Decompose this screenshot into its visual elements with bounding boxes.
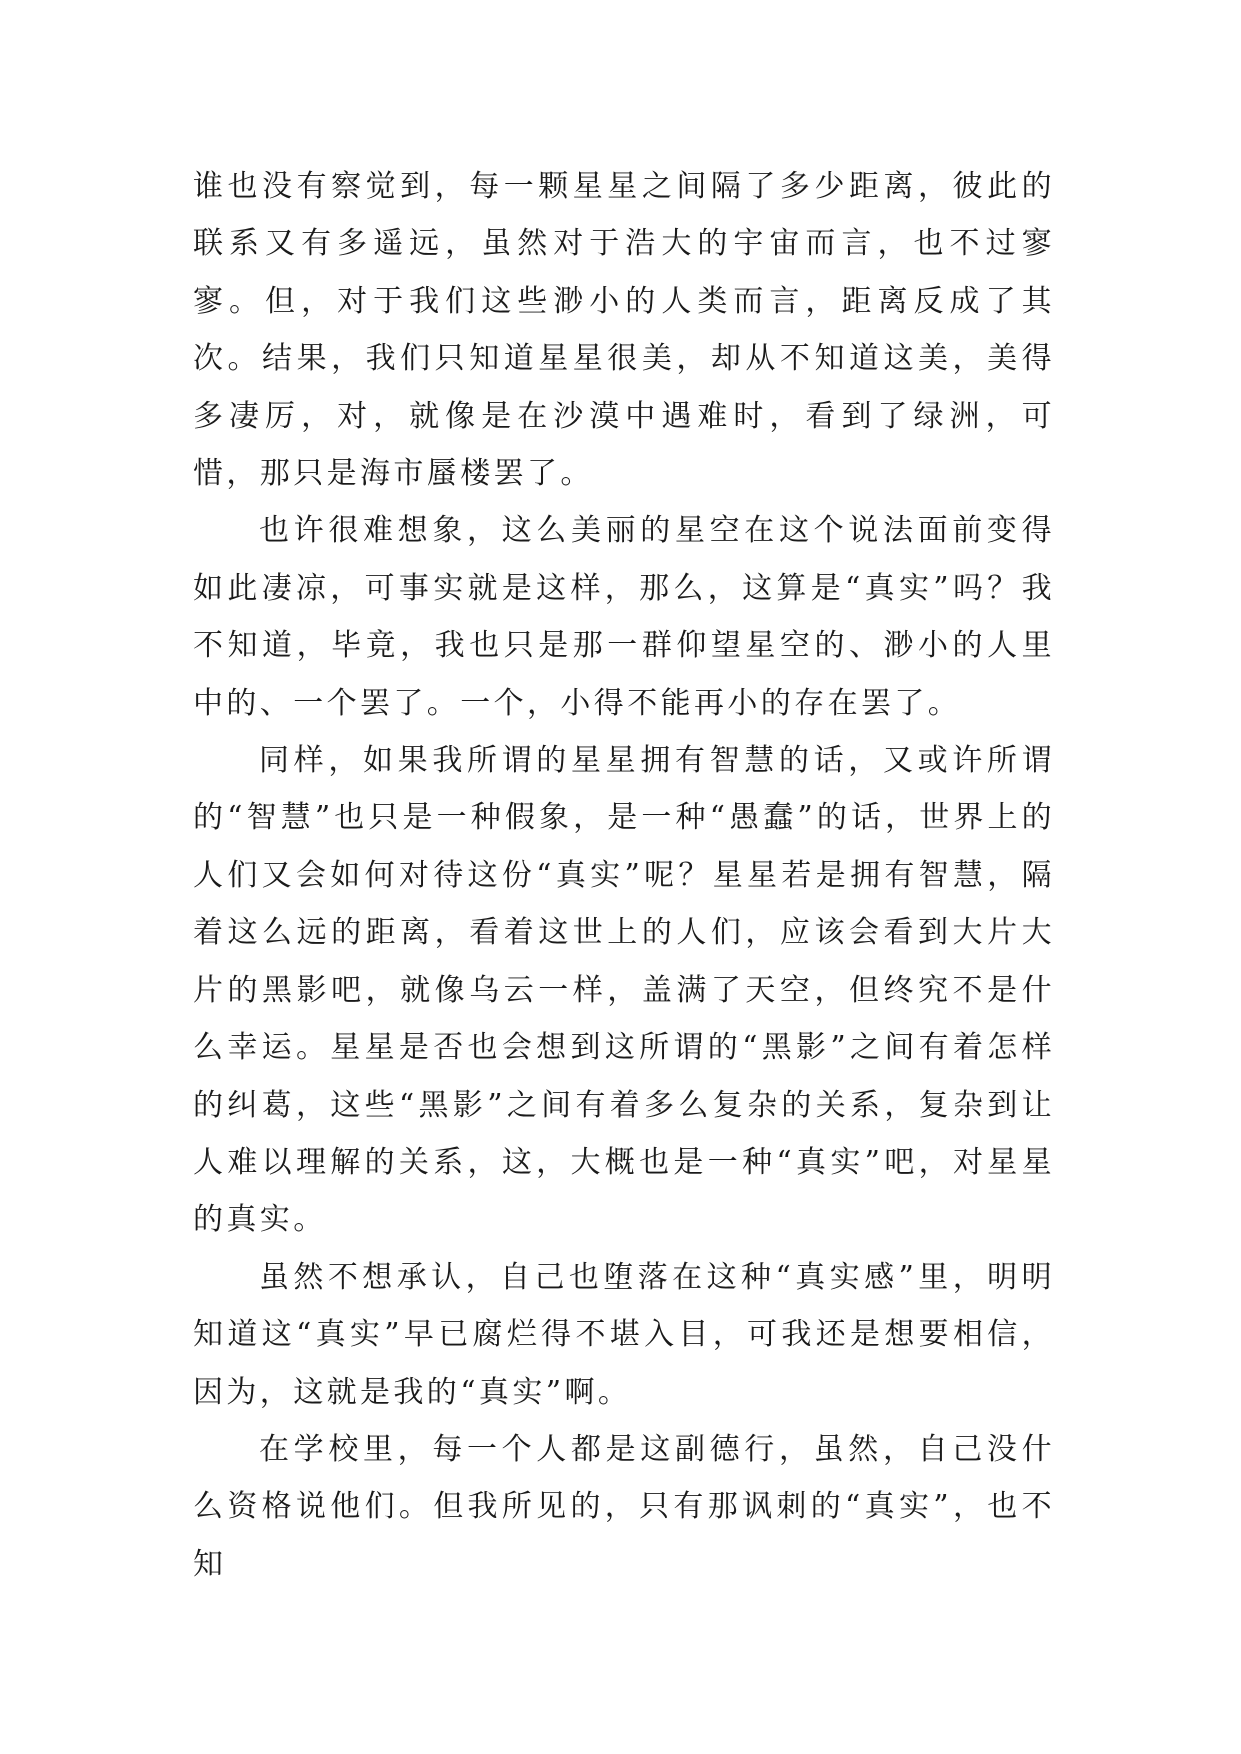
paragraph-2: 也许很难想象，这么美丽的星空在这个说法面前变得如此凄凉，可事实就是这样，那么，这算是“真实”吗？我不知道，毕竟，我也只是那一群仰望星空的、渺小的人里中的、一个罢了。一个，小得不能再小的存在罢了。 bbox=[193, 513, 1055, 721]
paragraph-1: 谁也没有察觉到，每一颗星星之间隔了多少距离，彼此的联系又有多遥远，虽然对于浩大的宇宙而言，也不过寥寥。但，对于我们这些渺小的人类而言，距离反成了其次。结果，我们只知道星星很美，却从不知道这美，美得多凄厉，对，就像是在沙漠中遇难时，看到了绿洲，可惜，那只是海市蜃楼罢了。 bbox=[193, 169, 1055, 492]
paragraph-5: 在学校里，每一个人都是这副德行，虽然，自己没什么资格说他们。但我所见的，只有那讽刺的“真实”，也不知 bbox=[193, 1431, 1055, 1582]
paragraph-3: 同样，如果我所谓的星星拥有智慧的话，又或许所谓的“智慧”也只是一种假象，是一种“愚蠢”的话，世界上的人们又会如何对待这份“真实”呢？星星若是拥有智慧，隔着这么远的距离，看着这世上的人们，应该会看到大片大片的黑影吧，就像乌云一样，盖满了天空，但终究不是什么幸运。星星是否也会想到这所谓的“黑影”之间有着怎样的纠葛，这些“黑影”之间有着多么复杂的关系，复杂到让人难以理解的关系，这，大概也是一种“真实”吧，对星星的真实。 bbox=[193, 743, 1055, 1238]
body-text bbox=[193, 158, 1055, 1593]
paragraph-4: 虽然不想承认，自己也堕落在这种“真实感”里，明明知道这“真实”早已腐烂得不堪入目，可我还是想要相信，因为，这就是我的“真实”啊。 bbox=[193, 1259, 1055, 1410]
